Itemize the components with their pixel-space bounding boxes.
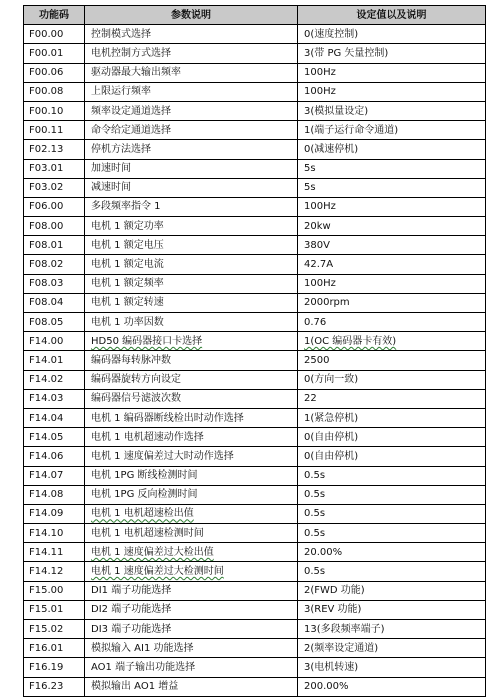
function-code-cell: F14.12: [24, 562, 85, 581]
table-row: [24, 255, 486, 274]
function-code-cell: F15.02: [24, 620, 85, 639]
parameter-description-cell: [85, 178, 298, 197]
table-row: [24, 466, 486, 485]
table-row: [24, 408, 486, 427]
parameter-description-text: DI1 端子功能选择: [91, 585, 172, 597]
setting-value-text: 2(频率设定通道): [304, 642, 379, 654]
table-row: [24, 639, 486, 658]
parameter-description-cell: [85, 677, 298, 696]
setting-value-cell: [298, 485, 486, 504]
parameter-description-text: 电机 1 速度偏差过大检测时间: [91, 566, 224, 578]
table-row: [24, 485, 486, 504]
table-row: [24, 101, 486, 120]
table-row: [24, 236, 486, 255]
function-code-cell: F14.02: [24, 370, 85, 389]
function-code-cell: F16.01: [24, 639, 85, 658]
parameter-description-cell: [85, 101, 298, 120]
setting-value-text: 2(FWD 功能): [304, 585, 365, 597]
parameter-description-text: 电机 1 电机超速检出值: [91, 508, 194, 520]
setting-value-text: 0(减速停机): [304, 143, 359, 155]
function-code-cell: F08.02: [24, 255, 85, 274]
table-row: [24, 25, 486, 44]
parameter-description-text: 编码器信号滤波次数: [91, 393, 181, 405]
setting-value-cell: [298, 121, 486, 140]
table-row: [24, 543, 486, 562]
function-code-cell: F08.00: [24, 217, 85, 236]
setting-value-text: 0.76: [304, 316, 327, 328]
setting-value-text: 0(自由停机): [304, 450, 359, 462]
table-row: [24, 63, 486, 82]
table-row: [24, 121, 486, 140]
table-row: [24, 197, 486, 216]
function-code-cell: F14.09: [24, 504, 85, 523]
setting-value-cell: [298, 255, 486, 274]
function-code-cell: F00.06: [24, 63, 85, 82]
parameter-description-cell: [85, 562, 298, 581]
parameter-description-text: 电机 1 编码器断线检出时动作选择: [91, 412, 244, 424]
setting-value-text: 20.00%: [304, 546, 343, 558]
setting-value-cell: [298, 351, 486, 370]
setting-value-cell: [298, 466, 486, 485]
parameter-description-text: 多段频率指令 1: [91, 201, 161, 213]
parameter-description-text: DI2 端子功能选择: [91, 604, 172, 616]
parameter-description-text: 驱动器最大输出频率: [91, 67, 181, 79]
parameter-description-cell: [85, 63, 298, 82]
setting-value-text: 2500: [304, 354, 330, 366]
setting-value-text: 0.5s: [304, 527, 326, 539]
setting-value-text: 1(紧急停机): [304, 412, 359, 424]
setting-value-cell: [298, 159, 486, 178]
setting-value-cell: [298, 370, 486, 389]
table-row: [24, 658, 486, 677]
setting-value-text: 2000rpm: [304, 297, 350, 309]
function-code-cell: F14.06: [24, 447, 85, 466]
table-row: [24, 600, 486, 619]
setting-value-text: 20kw: [304, 220, 331, 232]
setting-value-text: 100Hz: [304, 86, 336, 98]
function-code-cell: F02.13: [24, 140, 85, 159]
setting-value-cell: [298, 620, 486, 639]
parameter-description-cell: [85, 428, 298, 447]
setting-value-text: 100Hz: [304, 201, 336, 213]
table-row: [24, 274, 486, 293]
table-row: [24, 178, 486, 197]
parameter-description-text: 电机 1 额定频率: [91, 278, 164, 290]
table-row: [24, 677, 486, 696]
table-row: [24, 581, 486, 600]
setting-value-text: 22: [304, 393, 317, 405]
parameter-description-text: 电机 1 功率因数: [91, 316, 164, 328]
parameter-description-cell: [85, 236, 298, 255]
function-code-cell: F00.11: [24, 121, 85, 140]
setting-value-text: 0.5s: [304, 489, 326, 501]
setting-value-cell: [298, 197, 486, 216]
function-code-cell: F14.10: [24, 524, 85, 543]
setting-value-text: 0.5s: [304, 508, 326, 520]
setting-value-cell: [298, 447, 486, 466]
parameter-description-text: HD50 编码器接口卡选择: [91, 335, 203, 347]
setting-value-text: 0(速度控制): [304, 28, 359, 40]
setting-value-text: 3(模拟量设定): [304, 105, 369, 117]
parameter-description-cell: [85, 332, 298, 351]
parameter-description-cell: [85, 524, 298, 543]
parameter-description-cell: [85, 274, 298, 293]
setting-value-cell: [298, 408, 486, 427]
function-code-cell: F03.01: [24, 159, 85, 178]
parameter-description-cell: [85, 581, 298, 600]
setting-value-cell: [298, 178, 486, 197]
table-row: [24, 44, 486, 63]
setting-value-cell: [298, 562, 486, 581]
setting-value-cell: [298, 658, 486, 677]
setting-value-text: 1(OC 编码器卡有效): [304, 335, 397, 347]
function-code-cell: F08.01: [24, 236, 85, 255]
table-row: [24, 504, 486, 523]
setting-value-cell: [298, 639, 486, 658]
function-code-cell: F00.08: [24, 82, 85, 101]
parameter-description-text: 电机 1 额定电流: [91, 259, 164, 271]
setting-value-cell: [298, 274, 486, 293]
parameter-description-cell: [85, 121, 298, 140]
table-row: [24, 313, 486, 332]
parameter-description-text: 命令给定通道选择: [91, 124, 171, 136]
setting-value-cell: [298, 524, 486, 543]
setting-value-cell: [298, 600, 486, 619]
setting-value-cell: [298, 44, 486, 63]
parameter-description-text: 上限运行频率: [91, 86, 151, 98]
table-row: [24, 389, 486, 408]
parameter-description-cell: [85, 293, 298, 312]
setting-value-cell: [298, 428, 486, 447]
setting-value-text: 0.5s: [304, 566, 326, 578]
parameter-description-text: 电机 1 速度偏差过大检出值: [91, 546, 214, 558]
setting-value-text: 5s: [304, 182, 316, 194]
parameter-description-text: 模拟输入 AI1 功能选择: [91, 642, 194, 654]
table-row: [24, 447, 486, 466]
function-code-cell: F00.01: [24, 44, 85, 63]
table-row: [24, 217, 486, 236]
parameter-description-cell: [85, 485, 298, 504]
setting-value-cell: [298, 581, 486, 600]
parameter-description-text: 电机 1PG 反向检测时间: [91, 489, 198, 501]
parameter-description-cell: [85, 255, 298, 274]
setting-value-cell: [298, 504, 486, 523]
table-row: [24, 524, 486, 543]
parameter-description-cell: [85, 389, 298, 408]
table-row: [24, 82, 486, 101]
parameter-description-text: 电机 1 额定转速: [91, 297, 164, 309]
parameter-description-text: 停机方法选择: [91, 143, 151, 155]
parameter-description-text: 减速时间: [91, 182, 131, 194]
parameter-description-cell: [85, 25, 298, 44]
parameter-description-cell: [85, 658, 298, 677]
parameter-description-text: 模拟输出 AO1 增益: [91, 681, 179, 693]
function-code-cell: F14.05: [24, 428, 85, 447]
parameter-description-text: 电机 1 电机超速检测时间: [91, 527, 204, 539]
function-code-cell: F00.00: [24, 25, 85, 44]
function-code-cell: F14.04: [24, 408, 85, 427]
parameter-description-cell: [85, 44, 298, 63]
function-code-cell: F00.10: [24, 101, 85, 120]
function-code-cell: F14.01: [24, 351, 85, 370]
parameter-description-cell: [85, 217, 298, 236]
setting-value-cell: [298, 236, 486, 255]
table-row: [24, 620, 486, 639]
table-row: [24, 159, 486, 178]
setting-value-text: 380V: [304, 239, 330, 251]
function-code-cell: F03.02: [24, 178, 85, 197]
function-code-cell: F06.00: [24, 197, 85, 216]
setting-value-cell: [298, 543, 486, 562]
setting-value-cell: [298, 101, 486, 120]
setting-value-cell: [298, 677, 486, 696]
parameter-description-text: 电机 1 速度偏差过大时动作选择: [91, 450, 234, 462]
setting-value-text: 0.5s: [304, 470, 326, 482]
parameter-description-cell: [85, 543, 298, 562]
parameter-description-cell: [85, 197, 298, 216]
parameter-table: [23, 5, 486, 697]
setting-value-text: 3(带 PG 矢量控制): [304, 47, 389, 59]
setting-value-cell: [298, 332, 486, 351]
function-code-cell: F15.01: [24, 600, 85, 619]
parameter-description-text: 加速时间: [91, 163, 131, 175]
parameter-description-text: 电机控制方式选择: [91, 47, 171, 59]
setting-value-text: 0(方向一致): [304, 374, 359, 386]
setting-value-cell: [298, 140, 486, 159]
setting-value-text: 1(端子运行命令通道): [304, 124, 399, 136]
parameter-description-cell: [85, 600, 298, 619]
table-row: [24, 370, 486, 389]
parameter-description-cell: [85, 447, 298, 466]
setting-value-cell: [298, 313, 486, 332]
parameter-description-cell: [85, 466, 298, 485]
setting-value-text: 100Hz: [304, 278, 336, 290]
setting-value-cell: [298, 25, 486, 44]
parameter-description-cell: [85, 159, 298, 178]
setting-value-cell: [298, 63, 486, 82]
setting-value-text: 13(多段频率端子): [304, 623, 385, 635]
table-row: [24, 562, 486, 581]
parameter-description-text: 电机 1 电机超速动作选择: [91, 431, 204, 443]
header-function-code: 功能码: [24, 6, 85, 25]
parameter-table-container: [23, 5, 485, 697]
setting-value-cell: [298, 293, 486, 312]
parameter-description-text: 编码器每转脉冲数: [91, 354, 171, 366]
table-header-row: [24, 6, 486, 25]
setting-value-text: 42.7A: [304, 259, 334, 271]
table-row: [24, 332, 486, 351]
table-row: [24, 293, 486, 312]
header-setting-value: 设定值以及说明: [298, 6, 486, 25]
table-row: [24, 140, 486, 159]
function-code-cell: F08.04: [24, 293, 85, 312]
function-code-cell: F08.03: [24, 274, 85, 293]
function-code-cell: F14.03: [24, 389, 85, 408]
function-code-cell: F16.23: [24, 677, 85, 696]
setting-value-text: 200.00%: [304, 681, 349, 693]
table-row: [24, 351, 486, 370]
parameter-description-text: 电机 1 额定功率: [91, 220, 164, 232]
function-code-cell: F15.00: [24, 581, 85, 600]
setting-value-text: 5s: [304, 163, 316, 175]
parameter-description-cell: [85, 639, 298, 658]
function-code-cell: F08.05: [24, 313, 85, 332]
parameter-description-text: 编码器旋转方向设定: [91, 374, 181, 386]
parameter-description-text: 电机 1 额定电压: [91, 239, 164, 251]
parameter-description-cell: [85, 408, 298, 427]
table-row: [24, 428, 486, 447]
parameter-description-cell: [85, 140, 298, 159]
setting-value-text: 3(电机转速): [304, 661, 359, 673]
parameter-description-cell: [85, 82, 298, 101]
setting-value-text: 100Hz: [304, 67, 336, 79]
function-code-cell: F14.08: [24, 485, 85, 504]
function-code-cell: F16.19: [24, 658, 85, 677]
setting-value-cell: [298, 82, 486, 101]
parameter-description-cell: [85, 620, 298, 639]
header-parameter-description: 参数说明: [85, 6, 298, 25]
parameter-description-text: DI3 端子功能选择: [91, 623, 172, 635]
setting-value-cell: [298, 389, 486, 408]
parameter-description-cell: [85, 351, 298, 370]
setting-value-text: 3(REV 功能): [304, 604, 362, 616]
setting-value-text: 0(自由停机): [304, 431, 359, 443]
parameter-description-text: 频率设定通道选择: [91, 105, 171, 117]
function-code-cell: F14.00: [24, 332, 85, 351]
parameter-description-cell: [85, 504, 298, 523]
function-code-cell: F14.07: [24, 466, 85, 485]
setting-value-cell: [298, 217, 486, 236]
parameter-description-cell: [85, 370, 298, 389]
parameter-description-text: 控制模式选择: [91, 28, 151, 40]
parameter-description-text: AO1 端子输出功能选择: [91, 661, 196, 673]
parameter-description-text: 电机 1PG 断线检测时间: [91, 470, 198, 482]
function-code-cell: F14.11: [24, 543, 85, 562]
parameter-description-cell: [85, 313, 298, 332]
